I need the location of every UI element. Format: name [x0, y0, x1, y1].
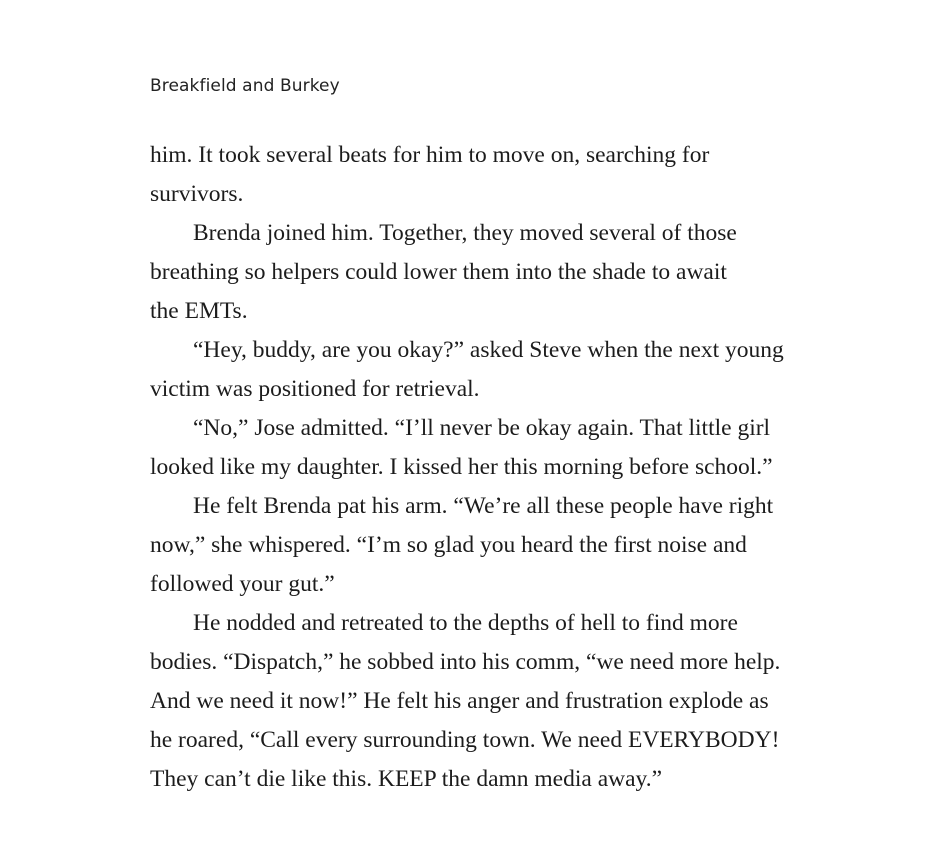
text-line: Brenda joined him. Together, they moved several of those: [193, 220, 737, 246]
text-line: They can’t die like this. KEEP the damn media away.”: [150, 766, 663, 792]
text-line: “Hey, buddy, are you okay?” asked Steve when the next young: [193, 337, 784, 363]
text-line: And we need it now!” He felt his anger and frustration explode as: [150, 688, 769, 714]
running-head: Breakfield and Burkey: [150, 76, 340, 96]
text-line: “No,” Jose admitted. “I’ll never be okay again. That little girl: [193, 415, 771, 441]
text-line: breathing so helpers could lower them into the shade to await: [150, 259, 727, 285]
text-line: survivors.: [150, 181, 244, 207]
text-line: He felt Brenda pat his arm. “We’re all these people have right: [193, 493, 774, 519]
text-line: now,” she whispered. “I’m so glad you heard the first noise and: [150, 532, 747, 558]
text-line: the EMTs.: [150, 298, 248, 324]
text-line: followed your gut.”: [150, 571, 335, 597]
text-line: looked like my daughter. I kissed her this morning before school.”: [150, 454, 773, 480]
text-line: He nodded and retreated to the depths of hell to find more: [193, 610, 738, 636]
body-text: [150, 136, 840, 799]
text-line: victim was positioned for retrieval.: [150, 376, 480, 402]
text-line: bodies. “Dispatch,” he sobbed into his comm, “we need more help.: [150, 649, 781, 675]
text-line: he roared, “Call every surrounding town. We need EVERYBODY!: [150, 727, 780, 753]
text-line: him. It took several beats for him to move on, searching for: [150, 142, 710, 168]
